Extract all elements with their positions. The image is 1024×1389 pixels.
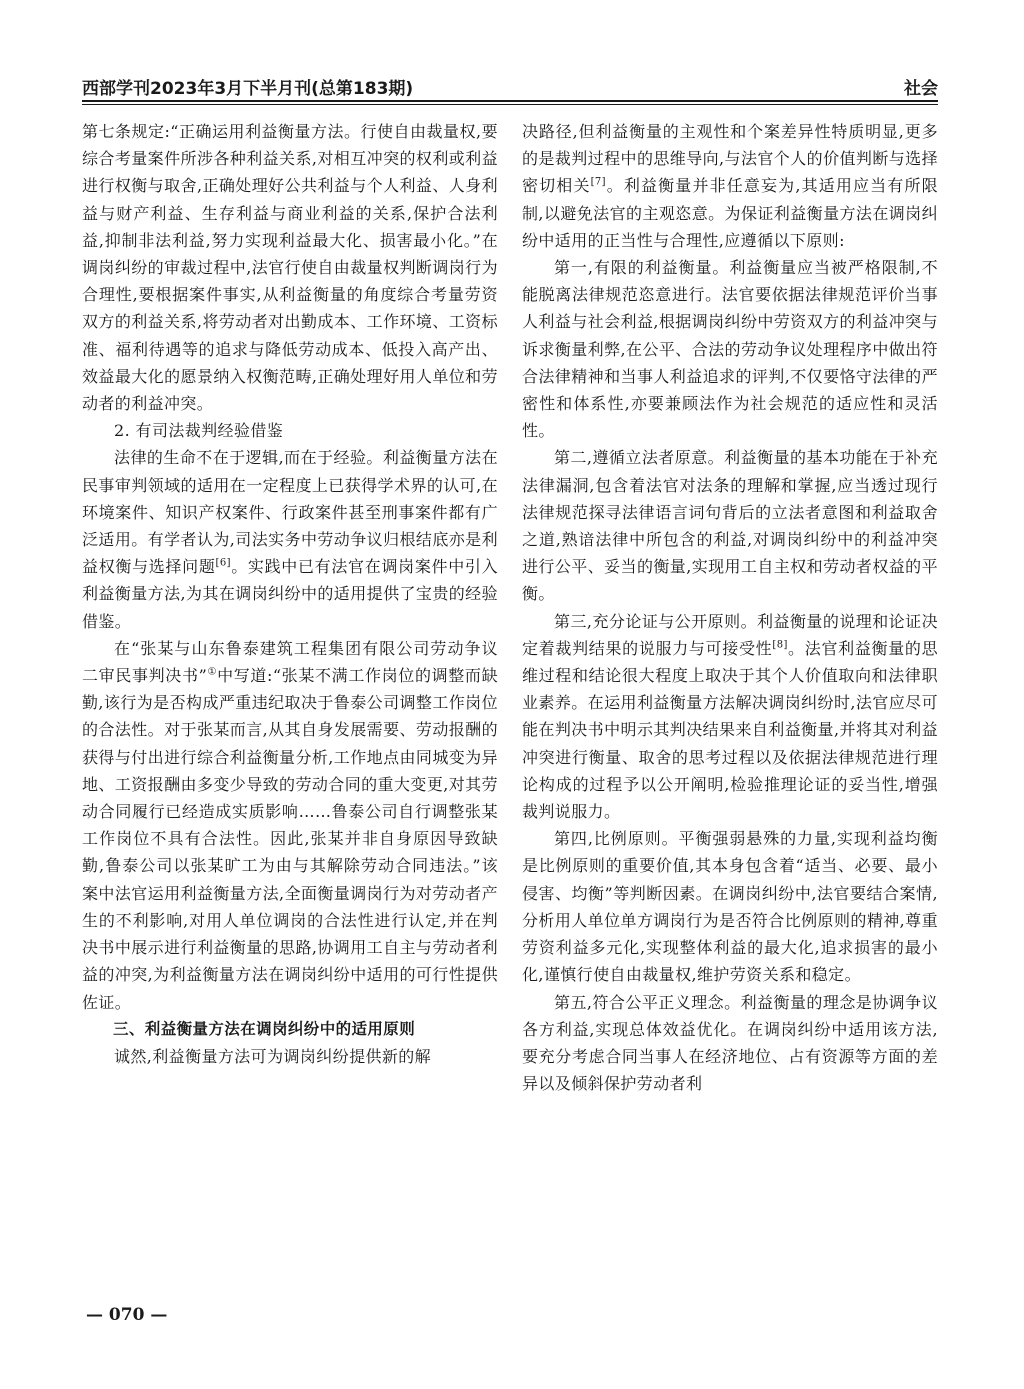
paragraph-text: 。实践中已有法官在调岗案件中引入利益衡量方法,为其在调岗纠纷中的适用提供了宝贵的经验借鉴。 [82,557,498,631]
section-label: 社会 [904,79,938,99]
paragraph: 第四,比例原则。平衡强弱悬殊的力量,实现利益均衡是比例原则的重要价值,其本身包含着“适当、必要、最小侵害、均衡”等判断因素。在调岗纠纷中,法官要结合案情,分析用人单位单方调岗行为是否符合比例原则的精神,尊重劳资利益多元化,实现整体利益的最大化,追求损害的最小化,谨慎行使自由裁量权,维护劳资关系和稳定。 [522,829,938,985]
footnote-marker: ① [207,666,218,678]
paragraph [82,635,498,1016]
right-column [522,118,938,1097]
header-rule-thin [82,104,938,105]
paragraph-text: 第三,充分论证与公开原则。利益衡量的说理和论证决定着裁判结果的说服力与可接受性 [522,611,938,658]
header-rule [82,100,938,102]
citation-ref: [7] [590,177,606,189]
paragraph: 第一,有限的利益衡量。利益衡量应当被严格限制,不能脱离法律规范恣意进行。法官要依据法律规范评价当事人利益与社会利益,根据调岗纠纷中劳资双方的利益冲突与诉求衡量利弊,在公平、合法的劳动争议处理程序中做出符合法律精神和当事人利益追求的评判,不仅要恪守法律的严密性和体系性,亦要兼顾法作为社会规范的适应性和灵活性。 [522,258,938,441]
paragraph-text: 。法官利益衡量的思维过程和结论很大程度上取决于其个人价值取向和法律职业素养。在运用利益衡量方法解决调岗纠纷时,法官应尽可能在判决书中明示其判决结果来自利益衡量,并将其对利益冲突进行衡量、取舍的思考过程以及依据法律规范进行理论构成的过程予以公开阐明,检验推理论证的妥当性,增强裁判说服力。 [522,638,938,822]
paragraph: 第五,符合公平正义理念。利益衡量的理念是协调争议各方利益,实现总体效益优化。在调岗纠纷中适用该方法,要充分考虑合同当事人在经济地位、占有资源等方面的差异以及倾斜保护劳动者利 [522,992,938,1094]
paragraph: 诚然,利益衡量方法可为调岗纠纷提供新的解 [114,1046,432,1066]
paragraph-text: 中写道:“张某不满工作岗位的调整而缺勤,该行为是否构成严重违纪取决于鲁泰公司调整工作岗位的合法性。对于张某而言,从其自身发展需要、劳动报酬的获得与付出进行综合利益衡量分析,工作地点由同城变为异地、工资报酬由多变少导致的劳动合同的重大变更,对其劳动合同履行已经造成实质影响……鲁泰公司自行调整张某工作岗位不具有合法性。因此,张某并非自身原因导致缺勤,鲁泰公司以张某旷工为由与其解除劳动合同违法。”该案中法官运用利益衡量方法,全面衡量调岗行为对劳动者产生的不利影响,对用人单位调岗的合法性进行认定,并在判决书中展示进行利益衡量的思路,协调用工自主与劳动者利益的冲突,为利益衡量方法在调岗纠纷中适用的可行性提供佐证。 [82,666,498,1012]
paragraph: 第二,遵循立法者原意。利益衡量的基本功能在于补充法律漏洞,包含着法官对法条的理解和掌握,应当透过现行法律规范探寻法律语言词句背后的立法者意图和利益取舍之道,熟谙法律中所包含的利益,对调岗纠纷中的利益冲突进行公平、妥当的衡量,实现用工自主权和劳动者权益的平衡。 [522,448,938,604]
paragraph-text: 在“张某与山东鲁泰建筑工程集团有限公司劳动争议二审民事判决书” [82,638,498,686]
paragraph [522,118,938,254]
journal-title: 西部学刊2023年3月下半月刊(总第183期) [82,79,414,99]
paragraph [82,444,498,634]
paragraph: 第七条规定:“正确运用利益衡量方法。行使自由裁量权,要综合考量案件所涉各种利益关系,对相互冲突的权利或利益进行权衡与取舍,正确处理好公共利益与个人利益、人身利益与财产利益、生存利益与商业利益的关系,保护合法利益,抑制非法利益,努力实现利益最大化、损害最小化。”在调岗纠纷的审裁过程中,法官行使自由裁量权判断调岗行为合理性,要根据案件事实,从利益衡量的角度综合考量劳资双方的利益关系,将劳动者对出勤成本、工作环境、工资标准、福利待遇等的追求与降低劳动成本、低投入高产出、效益最大化的愿景纳入权衡范畴,正确处理好用人单位和劳动者的利益冲突。 [82,122,498,414]
paragraph-text: 。利益衡量并非任意妄为,其适用应当有所限制,以避免法官的主观恣意。为保证利益衡量方法在调岗纠纷中适用的正当性与合理性,应遵循以下原则: [522,176,938,250]
left-column [82,118,498,1070]
citation-ref: [8] [772,639,788,651]
page-number: — 070 — [86,1305,168,1325]
subheading: 2. 有司法裁判经验借鉴 [114,421,284,441]
running-header [82,72,938,98]
section-heading: 三、利益衡量方法在调岗纠纷中的适用原则 [113,1019,416,1038]
paragraph-text: 法律的生命不在于逻辑,而在于经验。利益衡量方法在民事审判领域的适用在一定程度上已获得学术界的认可,在环境案件、知识产权案件、行政案件甚至刑事案件都有广泛适用。有学者认为,司法实务中劳动争议归根结底亦是利益权衡与选择问题 [82,448,498,577]
citation-ref: [6] [215,557,231,569]
paragraph [522,608,938,826]
paragraph-text: 决路径,但利益衡量的主观性和个案差异性特质明显,更多的是裁判过程中的思维导向,与法官个人的价值判断与选择密切相关 [522,122,938,196]
